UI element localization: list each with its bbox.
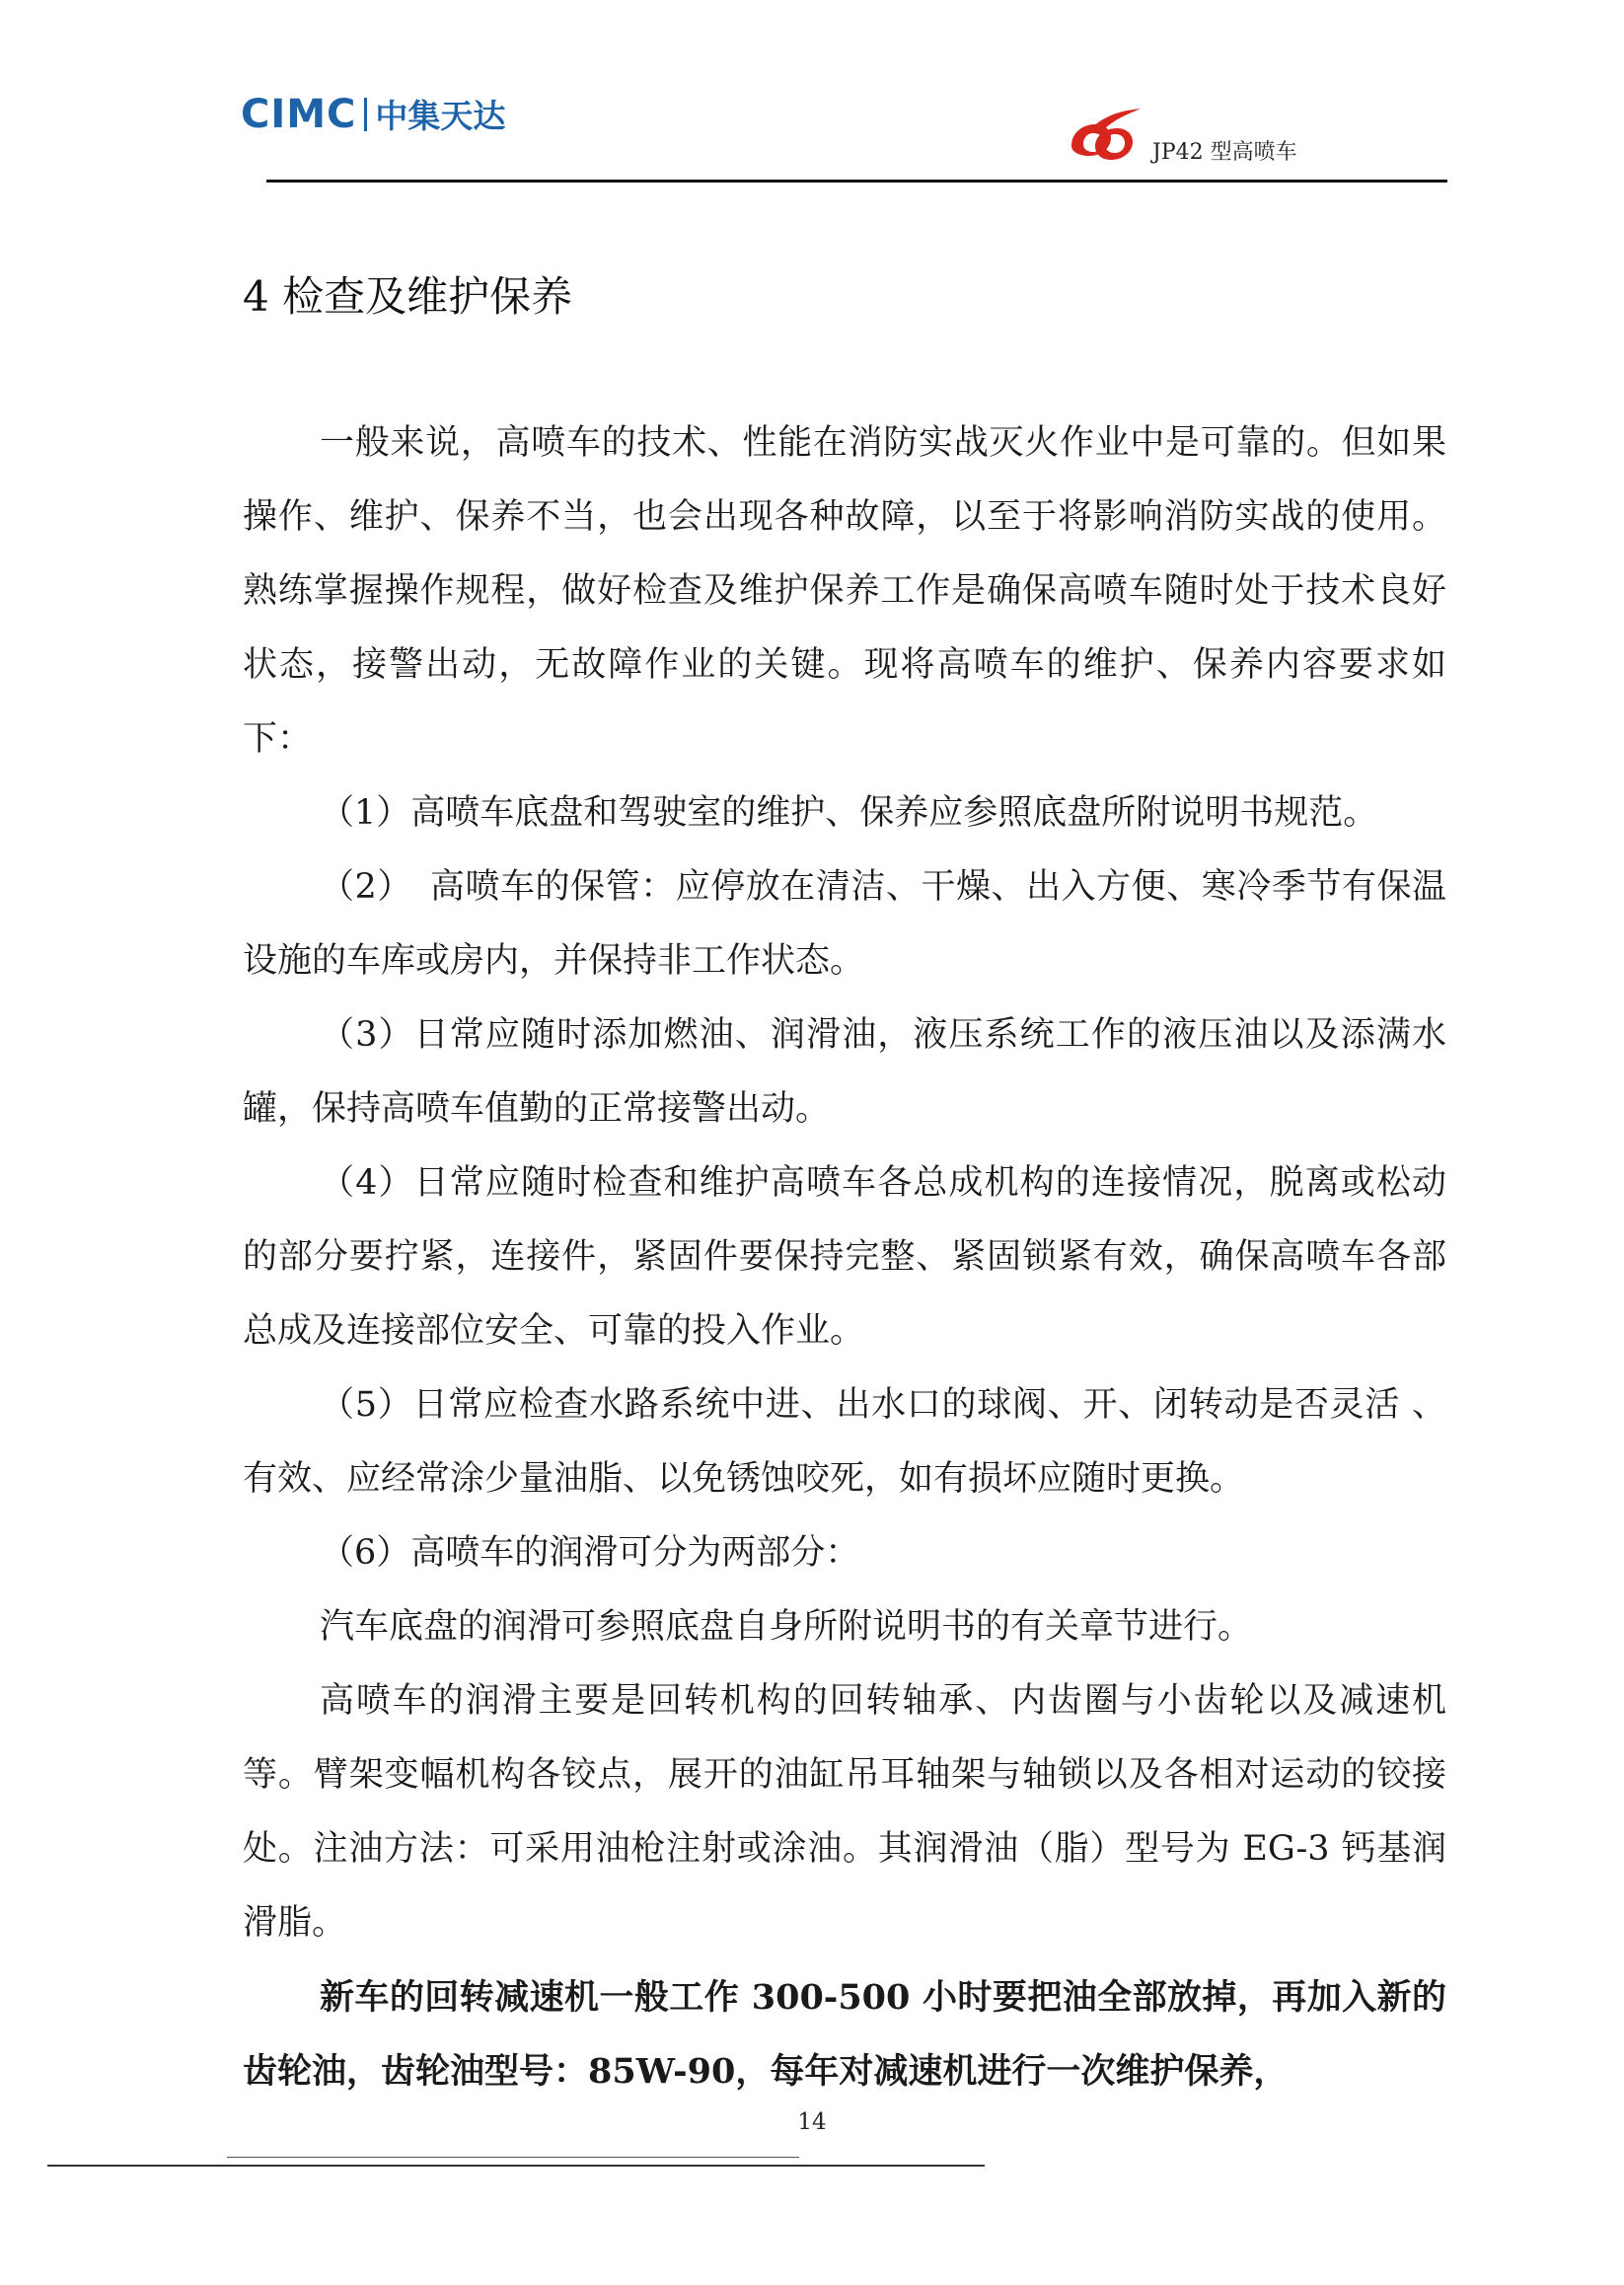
paragraph-item-6: （6）高喷车的润滑可分为两部分： [320,1533,860,1573]
page-header [0,0,1624,197]
header-model-block [1066,107,1297,168]
logo-divider [364,98,367,131]
footer-divider-upper [227,2157,799,2158]
header-divider [266,180,1447,183]
body-text [243,406,1446,2108]
paragraph-item-4: （4）日常应随时检查和维护高喷车各总成机构的连接情况，脱离或松动的部分要拧紧，连接件，紧固件要保持完整、紧固锁紧有效，确保高喷车各部总成及连接部位安全、可靠的投入作业。 [243,1163,1446,1351]
paragraph-chassis-lubrication: 汽车底盘的润滑可参照底盘自身所附说明书的有关章节进行。 [320,1607,1253,1647]
paragraph-reducer-maintenance: 新车的回转减速机一般工作 300-500 小时要把油全部放掉，再加入新的齿轮油，齿轮油型号：85W-90，每年对减速机进行一次维护保养， [243,1977,1446,2092]
paragraph-item-3: （3）日常应随时添加燃油、润滑油，液压系统工作的液压油以及添满水罐，保持高喷车值勤的正常接警出动。 [243,1015,1446,1129]
footer-divider [47,2165,985,2167]
paragraph-item-2: （2） 高喷车的保管：应停放在清洁、干燥、出入方便、寒冷季节有保温设施的车库或房内，并保持非工作状态。 [243,867,1446,981]
paragraph-item-5: （5）日常应检查水路系统中进、出水口的球阀、开、闭转动是否灵活 、有效、应经常涂少量油脂、以免锈蚀咬死，如有损坏应随时更换。 [243,1385,1446,1499]
paragraph-intro: 一般来说，高喷车的技术、性能在消防实战灭火作业中是可靠的。但如果操作、维护、保养不当，也会出现各种故障，以至于将影响消防实战的使用。熟练掌握操作规程，做好检查及维护保养工作是确保高喷车随时处于技术良好状态，接警出动，无故障作业的关键。现将高喷车的维护、保养内容要求如下： [243,423,1446,759]
company-logo [241,91,505,137]
logo-brand-text: CIMC [241,91,357,137]
logo-company-text: 中集天达 [375,97,506,135]
page-number: 14 [797,2109,827,2135]
fire-brand-emblem-icon [1066,107,1143,168]
section-title: 4 检查及维护保养 [243,272,573,321]
paragraph-vehicle-lubrication: 高喷车的润滑主要是回转机构的回转轴承、内齿圈与小齿轮以及减速机等。臂架变幅机构各铰点，展开的油缸吊耳轴架与轴锁以及各相对运动的铰接处。注油方法：可采用油枪注射或涂油。其润滑油（脂）型号为 EG-3 钙基润滑脂。 [243,1681,1446,1943]
header-model-label: JP42 型高喷车 [1152,140,1297,165]
paragraph-item-1: （1）高喷车底盘和驾驶室的维护、保养应参照底盘所附说明书规范。 [320,793,1378,833]
